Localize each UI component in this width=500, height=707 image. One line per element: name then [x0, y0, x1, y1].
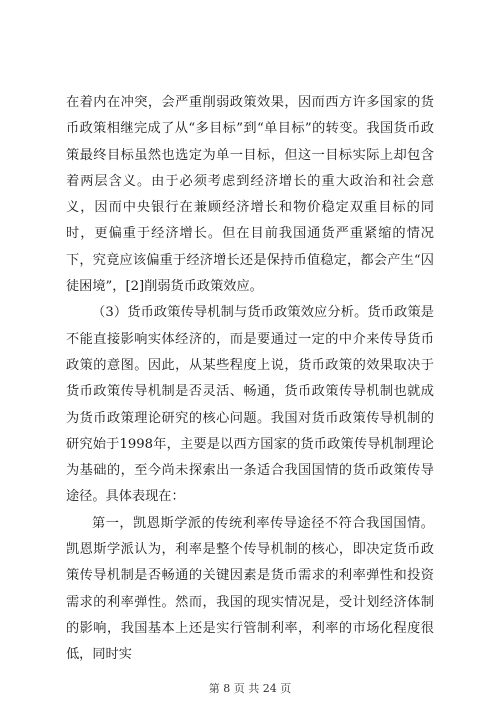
paragraph-3: 第一，凯恩斯学派的传统利率传导途径不符合我国国情。凯恩斯学派认为，利率是整个传导机制的核心，即决定货币政策传导机制是否畅通的关键因素是货币需求的利率弹性和投资需求的利率弹性。然而，我国的现实情况是，受计划经济体制的影响，我国基本上还是实行管制利率，利率的市场化程度很低，同时实: [66, 515, 434, 663]
body-text: [66, 90, 434, 669]
paragraph-1: 在着内在冲突，会严重削弱政策效果，因而西方许多国家的货币政策相继完成了从“多目标”到“单目标”的转变。我国货币政策最终目标虽然也选定为单一目标，但这一目标实际上却包含着两层含义。由于必须考虑到经济增长的重大政治和社会意义，因而中央银行在兼顾经济增长和物价稳定双重目标的同时，更偏重于经济增长。但在目前我国通货严重紧缩的情况下，究竟应该偏重于经济增长还是保持币值稳定，都会产生“囚徒困境”，[2]削弱货币政策效应。: [66, 95, 434, 295]
page-footer: [0, 680, 500, 696]
paragraph-2: （3）货币政策传导机制与货币政策效应分析。货币政策是不能直接影响实体经济的，而是要通过一定的中介来传导货币政策的意图。因此，从某些程度上说，货币政策的效果取决于货币政策传导机制是否灵活、畅通，货币政策传导机制也就成为货币政策理论研究的核心问题。我国对货币政策传导机制的研究始于1998年，主要是以西方国家的货币政策传导机制理论为基础的，至今尚未探索出一条适合我国国情的货币政策传导途径。具体表现在：: [66, 305, 434, 505]
page-number-label: 第 8 页 共 24 页: [208, 682, 292, 695]
